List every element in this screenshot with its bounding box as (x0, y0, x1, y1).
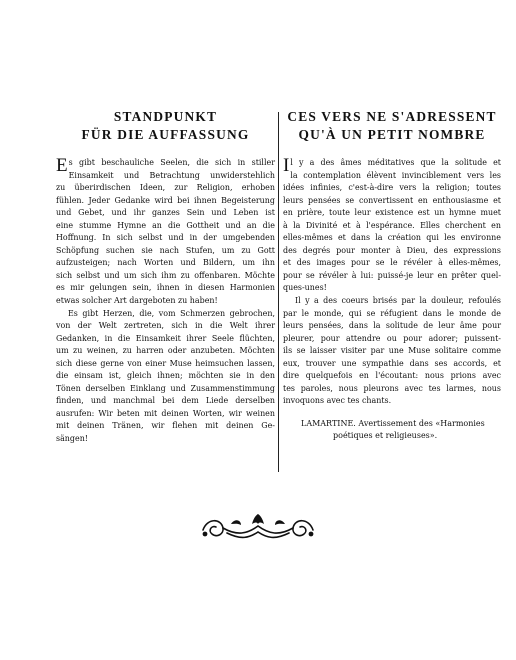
left-title (56, 108, 275, 144)
text-line: invoquons avec tes chants. (283, 396, 392, 406)
text-line: ausrufen: Wir beten mit deinen Worten, wir weinen (56, 408, 275, 418)
text-line: sich selbst und um sich ihm zu offenbaren. Möchte (56, 270, 275, 280)
text-line: leurs pensées, dans la solitude de leur âme pour (283, 321, 501, 331)
left-title-line: STANDPUNKT (113, 109, 218, 124)
attribution (283, 418, 501, 442)
right-paragraph-2 (283, 295, 501, 408)
text-line: Tönen derselben Einklang und Zusammenstimmung (56, 383, 275, 393)
right-column (283, 108, 501, 442)
text-line: es mir gelungen sein, ihnen in diesen Harmonien (56, 283, 275, 293)
right-title-line: QU'À UN PETIT NOMBRE (298, 127, 486, 142)
text-line: idées infinies, c'est-à-dire vers la religion; toutes (283, 183, 501, 193)
left-dropcap: E (56, 155, 68, 176)
text-line: et des images pour se le révéler à elles-mêmes, (283, 258, 501, 268)
right-title-line: CES VERS NE S'ADRESSENT (287, 109, 497, 124)
text-line: Hoffnung. In sich selbst und in der umgebenden (56, 233, 275, 243)
text-line: sängen! (56, 434, 88, 444)
text-line: zu überirdischen Ideen, zur Religion, erhoben (56, 183, 275, 193)
attribution-line: LAMARTINE. Avertissement des «Harmonies (301, 418, 485, 428)
text-line: en prière, toute leur existence est un hymne muet (283, 208, 501, 218)
text-line: um zu weinen, zu harren oder anzubeten. Möchten (56, 346, 275, 356)
text-line: Es gibt Herzen, die, vom Schmerzen gebrochen, (68, 308, 275, 318)
text-line: ques-unes! (283, 283, 327, 293)
text-line: sich diese gerne von einer Muse heimsuchen lassen, (56, 358, 275, 368)
text-line: die einsam ist, gleich ihnen; möchten sie in den (56, 371, 275, 381)
text-line: finden, und manchmal bei dem Liede derselben (56, 396, 275, 406)
text-line: eux, trouver une sympathie dans ses accords, et (283, 358, 501, 368)
left-paragraph-1 (56, 157, 275, 308)
text-line: par le monde, qui se réfugient dans le monde de (283, 308, 501, 318)
text-line: elles-mêmes et dans la création qui les environne (283, 233, 501, 243)
right-title (283, 108, 501, 144)
text-line: s gibt beschauliche Seelen, die sich in stiller (68, 158, 275, 167)
text-line: Einsamkeit und Betrachtung unwiderstehlich (68, 170, 275, 180)
text-line: und Gebet, und ihr ganzes Sein und Leben ist (56, 208, 275, 218)
left-title-line: FÜR DIE AUFFASSUNG (81, 127, 250, 142)
text-line: mit deinen Tränen, wir flehen mit deinen Ge- (56, 421, 275, 431)
text-line: leurs pensées se convertissent en enthousiasme et (283, 195, 501, 205)
art-nouveau-floral-vignette-icon (197, 512, 319, 544)
text-line: pour se révéler à lui: puissé-je leur en prêter quel- (283, 270, 501, 280)
text-line: à la Divinité et à l'espérance. Elles cherchent en (283, 220, 501, 230)
text-line: Il y a des coeurs brisés par la douleur, refoulés (295, 296, 501, 306)
text-line: tes paroles, nous pleurons avec tes larmes, nous (283, 383, 501, 393)
text-line: aufzusteigen; nach Worten und Bildern, um ihn (56, 258, 275, 268)
text-line: ils se laisser visiter par une Muse solitaire comme (283, 346, 501, 356)
right-dropcap: I (283, 155, 290, 176)
text-line: l y a des âmes méditatives que la solitude et (290, 158, 501, 167)
text-line: Schöpfung suchen sie nach Stufen, um zu Gott (56, 245, 275, 255)
text-line: la contemplation élèvent invinciblement vers les (290, 170, 501, 180)
text-line: eine stumme Hymne an die Gottheit und an die (56, 220, 275, 230)
left-column (56, 108, 275, 446)
text-line: dire quelquefois en l'écoutant: nous prions avec (283, 371, 501, 381)
text-line: Gedanken, in die Einsamkeit ihrer Seele flüchten, (56, 333, 275, 343)
text-line: des degrés pour monter à Dieu, des expressions (283, 245, 501, 255)
text-line: fühlen. Jeder Gedanke wird bei ihnen Begeisterung (56, 195, 275, 205)
text-line: etwas solcher Art dargeboten zu haben! (56, 296, 218, 306)
text-line: pleurer, pour attendre ou pour adorer; puissent- (283, 333, 501, 343)
text-line: von der Welt zertreten, sich in die Welt ihrer (56, 321, 275, 331)
column-divider (278, 112, 279, 472)
left-paragraph-2 (56, 308, 275, 446)
right-paragraph-1 (283, 157, 501, 295)
attribution-line: poétiques et religieuses». (333, 430, 438, 440)
